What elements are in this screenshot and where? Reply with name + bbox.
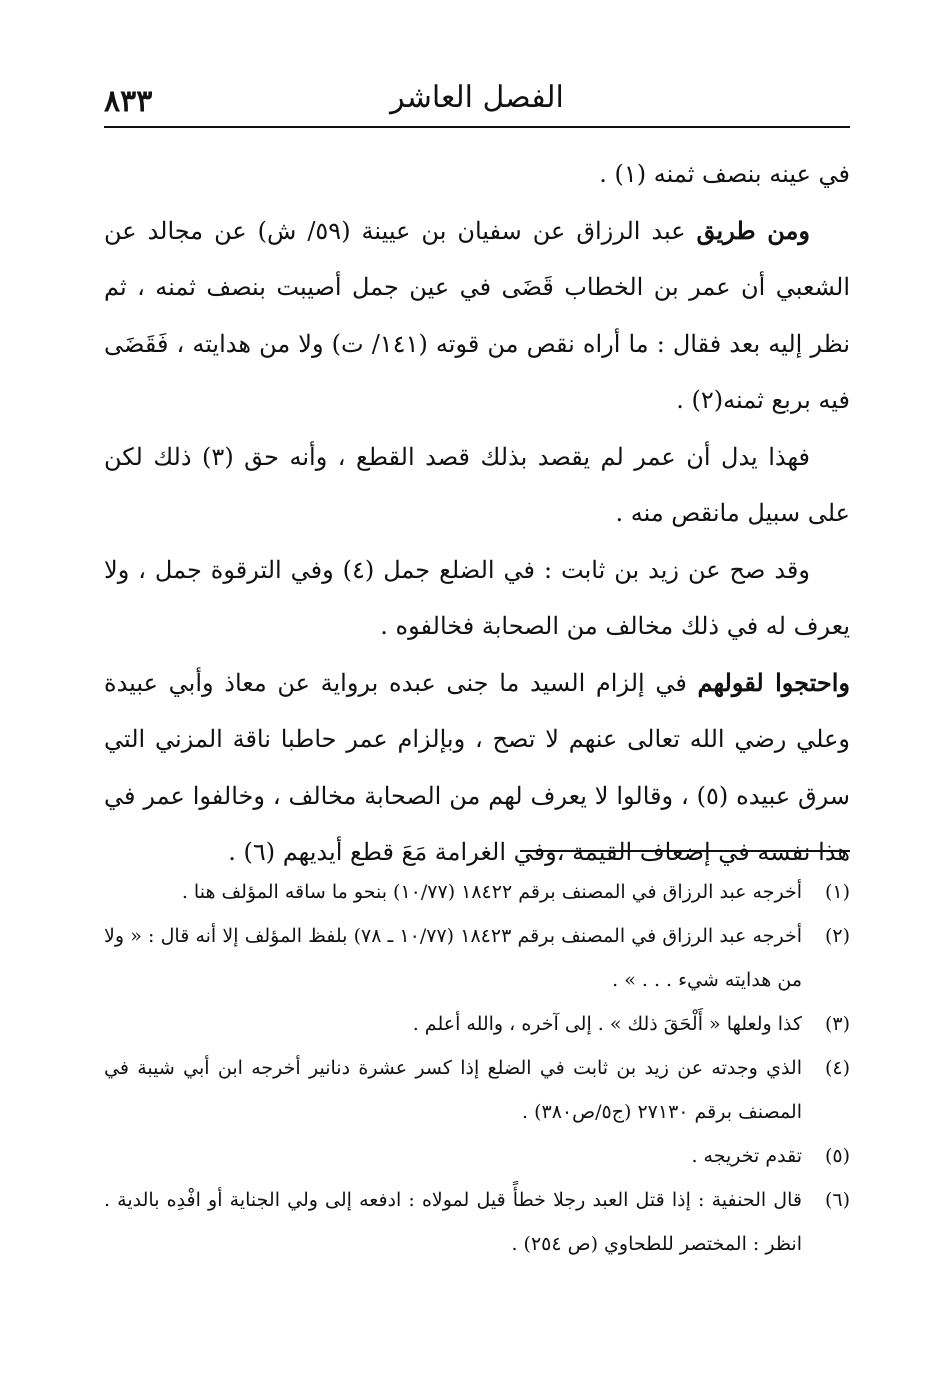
paragraph-3: فهذا يدل أن عمر لم يقصد بذلك قصد القطع ، وأنه حق (٣) ذلك لكن على سبيل مانقص منه . [104, 442, 850, 527]
paragraph-2-lead: ومن طريق [696, 215, 810, 245]
page-number: ٨٣٣ [104, 84, 153, 119]
footnote-3 [104, 1002, 850, 1046]
footnote-number: (٥) [824, 1145, 850, 1167]
footnote-text: تقدم تخريجه . [691, 1145, 802, 1167]
footnote-number: (٤) [824, 1057, 850, 1079]
footnote-number: (٣) [824, 1013, 850, 1035]
footnote-6 [104, 1178, 850, 1266]
footnote-text: قال الحنفية : إذا قتل العبد رجلا خطأً قيل لمولاه : ادفعه إلى ولي الجناية أو افْدِه بالدية . انظر : المختصر للطحاوي (ص ٢٥٤) . [104, 1189, 802, 1255]
footnote-text: أخرجه عبد الرزاق في المصنف برقم ١٨٤٢٢ (١٠/٧٧) بنحو ما ساقه المؤلف هنا . [181, 881, 802, 903]
footnote-text: كذا ولعلها « أَلْحَقَ ذلك » . إلى آخره ، والله أعلم . [412, 1013, 802, 1035]
main-text [104, 146, 850, 881]
footnote-text: أخرجه عبد الرزاق في المصنف برقم ١٨٤٢٣ (١٠/٧٧ ـ ٧٨) بلفظ المؤلف إلا أنه قال : « ولا من هدايته شيء . . . » . [104, 925, 802, 991]
paragraph-5 [104, 655, 850, 881]
footnote-4 [104, 1046, 850, 1134]
footnote-1 [104, 870, 850, 914]
page-header [104, 80, 850, 126]
footnote-5 [104, 1134, 850, 1178]
footnote-number: (٢) [824, 925, 850, 947]
footnote-number: (٦) [824, 1189, 850, 1211]
footnote-number: (١) [824, 881, 850, 903]
paragraph-2 [104, 203, 850, 429]
chapter-title: الفصل العاشر [390, 80, 564, 115]
footnotes [104, 870, 850, 1266]
paragraph-1: في عينه بنصف ثمنه (١) . [599, 160, 850, 188]
paragraph-5-lead: واحتجوا لقولهم [697, 667, 850, 697]
footnote-divider [520, 850, 850, 852]
paragraph-2-text: عبد الرزاق عن سفيان بن عيينة (٥٩/ ش) عن مجالد عن الشعبي أن عمر بن الخطاب قَضَى في عين جمل أصيبت بنصف ثمنه ، ثم نظر إليه بعد فقال : ما أراه نقص من قوته (١٤١/ ت) ولا من هدايته ، فَقَضَى فيه بربع ثمنه(٢) . [104, 216, 850, 414]
paragraph-5-text: في إلزام السيد ما جنى عبده برواية عن معاذ وأبي عبيدة وعلي رضي الله تعالى عنهم لا تصح ، وبإلزام عمر حاطبا ناقة المزني التي سرق عبيده (٥) ، وقالوا لا يعرف لهم من الصحابة مخالف ، وخالفوا عمر في هذا نفسه في إضعاف القيمة ،وفي الغرامة مَعَ قطع أيديهم (٦) . [104, 668, 851, 866]
footnote-2 [104, 914, 850, 1002]
footnote-text: الذي وجدته عن زيد بن ثابت في الضلع إذا كسر عشرة دنانير أخرجه ابن أبي شيبة في المصنف برقم ٢٧١٣٠ (ج٥/ص٣٨٠) . [104, 1057, 802, 1123]
paragraph-4: وقد صح عن زيد بن ثابت : في الضلع جمل (٤) وفي الترقوة جمل ، ولا يعرف له في ذلك مخالف من الصحابة فخالفوه . [104, 555, 850, 640]
header-divider [104, 126, 850, 128]
